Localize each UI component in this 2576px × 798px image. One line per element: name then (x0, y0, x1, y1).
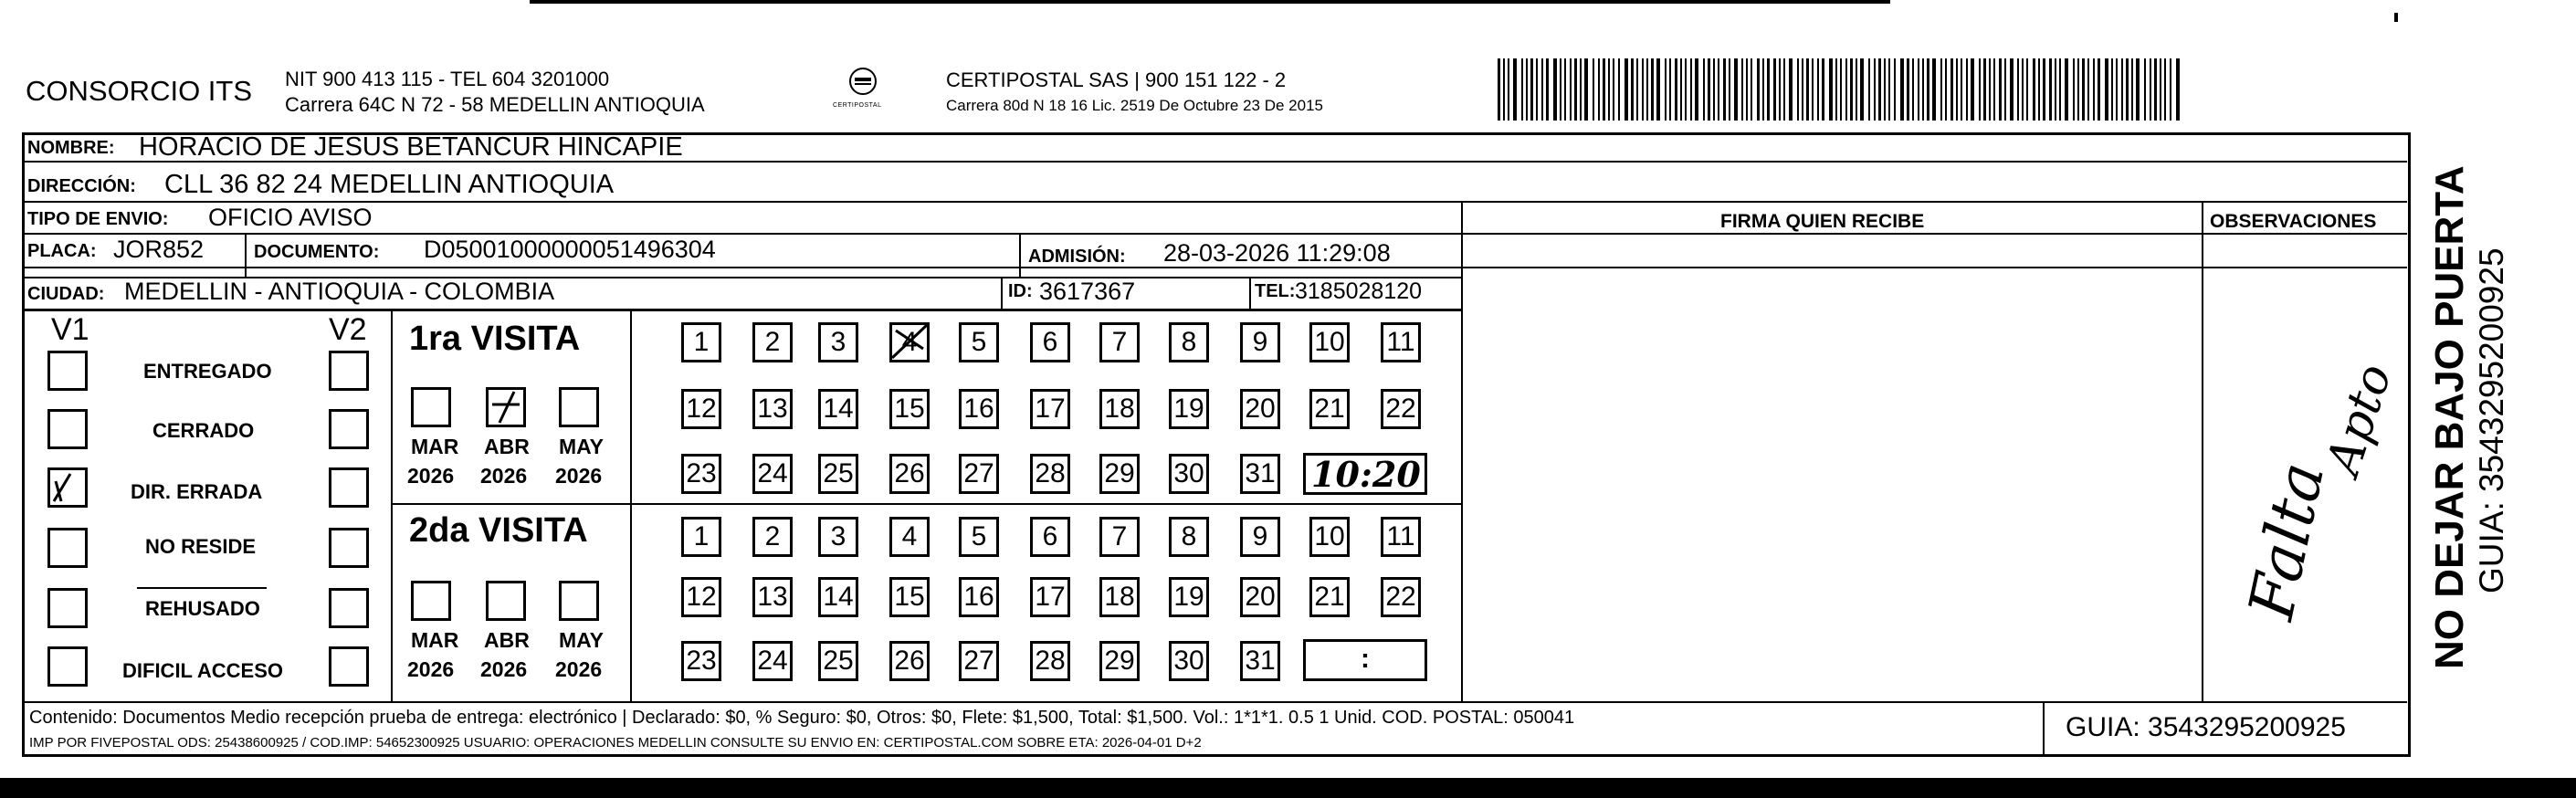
v2-entregado-checkbox[interactable] (329, 351, 369, 391)
barcode-bar (1685, 58, 1687, 121)
barcode-bar (1999, 58, 2002, 121)
second-visit-day-2[interactable]: 2 (752, 517, 793, 557)
barcode-bar (1878, 58, 1881, 121)
side-guia: GUIA: 3543295200925 (2473, 247, 2510, 593)
barcode-bar (1530, 58, 1533, 121)
admision-label: ADMISIÓN: (1028, 247, 1126, 267)
barcode-bar (1822, 58, 1824, 121)
barcode-bar (1669, 58, 1671, 121)
barcode-bar (2164, 58, 2166, 121)
observation-text-apto: Apto (2316, 357, 2403, 482)
second-visit-year-mar: 2026 (407, 657, 455, 681)
barcode-bar (2098, 58, 2100, 121)
first-visit-day-19[interactable]: 19 (1169, 389, 1209, 429)
observation-text-falta: Falta (2235, 456, 2339, 626)
barcode-bar (1651, 58, 1654, 121)
barcode-bar (1840, 58, 1842, 121)
barcode-bar (1713, 58, 1715, 121)
second-visit-day-17[interactable]: 17 (1030, 577, 1070, 617)
barcode-bar (1950, 58, 1953, 121)
first-visit-day-9[interactable]: 9 (1240, 322, 1280, 362)
id-label: ID: (1008, 281, 1033, 301)
barcode-bar (1806, 58, 1809, 121)
status-dificil-acceso-label: DIFICIL ACCESO (122, 659, 284, 682)
barcode-bar (1802, 58, 1803, 121)
barcode-bar (1940, 58, 1942, 121)
second-visit-day-23[interactable]: 23 (681, 641, 721, 681)
first-visit-day-28[interactable]: 28 (1030, 454, 1070, 494)
observation-handwriting-apto (2316, 329, 2411, 484)
second-visit-day-19[interactable]: 19 (1169, 577, 1209, 617)
barcode-bar (2038, 58, 2040, 121)
v1-no-reside-checkbox[interactable] (47, 528, 88, 568)
v1-header: V1 (51, 312, 89, 347)
barcode-bar (2017, 58, 2019, 121)
first-visit-year-abr: 2026 (480, 464, 528, 488)
barcode-bar (1751, 58, 1752, 121)
barcode-bar (1922, 58, 1924, 121)
barcode-bar (1675, 58, 1677, 121)
barcode-bar (2033, 58, 2035, 121)
documento-label: DOCUMENTO: (254, 242, 380, 262)
first-visit-year-mar: 2026 (407, 464, 455, 488)
barcode-bar (1741, 58, 1743, 121)
barcode-bar (1835, 58, 1837, 121)
placa-label: PLACA: (27, 241, 97, 261)
first-visit-day-31[interactable]: 31 (1240, 454, 1280, 494)
barcode-bar (1746, 58, 1748, 121)
barcode-bar (1734, 58, 1738, 121)
barcode-bar (1783, 58, 1785, 121)
first-visit-abr-mark (489, 390, 523, 425)
footer-contenido: Contenido: Documentos Medio recepción prueba de entrega: electrónico | Declarado: $0, % Seguro: $0, Otros: $0, Flete: $1,500, Total: $1,500. Vol.: 1*1*1. 0.5 1 Unid. COD. POSTAL: 050041 (29, 708, 1575, 728)
first-visit-day-22[interactable]: 22 (1381, 389, 1421, 429)
second-visit-day-7[interactable]: 7 (1099, 517, 1140, 557)
barcode-bar (1888, 58, 1890, 121)
barcode-bar (1618, 58, 1620, 121)
barcode-bar (1993, 58, 1995, 121)
footer-guia: GUIA: 3543295200925 (2066, 712, 2346, 742)
barcode-bar (1966, 58, 1968, 121)
second-visit-may-checkbox[interactable] (559, 581, 599, 621)
second-visit-month-may: MAY (559, 628, 604, 652)
barcode-bar (2144, 58, 2146, 121)
first-visit-day-2[interactable]: 2 (752, 322, 793, 362)
company-name: CONSORCIO ITS (26, 75, 253, 107)
barcode-bar (1546, 58, 1549, 121)
second-visit-month-abr: ABR (484, 628, 530, 652)
barcode-bar (1603, 58, 1605, 121)
first-visit-day-mark (887, 321, 932, 362)
second-visit-day-11[interactable]: 11 (1381, 517, 1421, 557)
barcode-bar (1521, 58, 1523, 121)
second-visit-day-22[interactable]: 22 (1381, 577, 1421, 617)
barcode-bar (2026, 58, 2028, 121)
tel-value: 3185028120 (1295, 278, 1423, 304)
first-visit-day-6[interactable]: 6 (1030, 322, 1070, 362)
first-visit-day-11[interactable]: 11 (1381, 322, 1421, 362)
second-visit-day-5[interactable]: 5 (959, 517, 999, 557)
second-visit-day-24[interactable]: 24 (752, 641, 793, 681)
second-visit-day-1[interactable]: 1 (681, 517, 721, 557)
second-visit-day-13[interactable]: 13 (752, 577, 793, 617)
side-warning: NO DEJAR BAJO PUERTA (2427, 165, 2472, 669)
ciudad-value: MEDELLIN - ANTIOQUIA - COLOMBIA (124, 278, 555, 305)
barcode-bar (1631, 58, 1634, 121)
barcode-bar (1723, 58, 1726, 121)
barcode-bar (2093, 58, 2095, 121)
second-visit-day-16[interactable]: 16 (959, 577, 999, 617)
v2-rehusado-checkbox[interactable] (329, 588, 369, 628)
barcode-bar (1636, 58, 1638, 121)
partner-name: CERTIPOSTAL SAS | 900 151 122 - 2 (946, 68, 1287, 91)
barcode-bar (2022, 58, 2024, 121)
first-visit-month-abr: ABR (484, 435, 530, 458)
barcode-bar (1642, 58, 1644, 121)
first-visit-day-24[interactable]: 24 (752, 454, 793, 494)
status-cerrado-label: CERRADO (152, 419, 255, 442)
barcode-bar (1971, 58, 1974, 121)
v1-dir-errada-check-mark (50, 470, 85, 505)
first-visit-day-14[interactable]: 14 (818, 389, 858, 429)
first-visit-day-27[interactable]: 27 (959, 454, 999, 494)
barcode-bar (1979, 58, 1981, 121)
certipostal-logo-text: CERTIPOSTAL (833, 102, 882, 109)
barcode-bar (2077, 58, 2079, 121)
barcode-bar (2059, 58, 2061, 121)
barcode-bar (2131, 58, 2133, 121)
second-visit-day-28[interactable]: 28 (1030, 641, 1070, 681)
top-edge-mark (2394, 13, 2398, 22)
nombre-label: NOMBRE: (27, 138, 115, 158)
barcode-bar (1945, 58, 1947, 121)
barcode-bar (2154, 58, 2157, 121)
status-dir-errada-label: DIR. ERRADA (131, 480, 263, 503)
second-visit-mar-checkbox[interactable] (411, 581, 451, 621)
v2-cerrado-checkbox[interactable] (329, 409, 369, 449)
barcode-bar (1513, 58, 1517, 121)
barcode-bar (2136, 58, 2140, 121)
barcode-bar (1718, 58, 1719, 121)
first-visit-day-16[interactable]: 16 (959, 389, 999, 429)
second-visit-day-27[interactable]: 27 (959, 641, 999, 681)
barcode-bar (1884, 58, 1886, 121)
barcode-bar (2121, 58, 2123, 121)
barcode-bar (1570, 58, 1572, 121)
barcode-bar (1560, 58, 1561, 121)
first-visit-day-21[interactable]: 21 (1309, 389, 1350, 429)
first-visit-day-1[interactable]: 1 (681, 322, 721, 362)
barcode-bar (2073, 58, 2075, 121)
barcode-bar (1961, 58, 1962, 121)
second-visit-day-8[interactable]: 8 (1169, 517, 1209, 557)
barcode-bar (1708, 58, 1710, 121)
barcode-bar (2055, 58, 2056, 121)
second-visit-day-9[interactable]: 9 (1240, 517, 1280, 557)
first-visit-day-17[interactable]: 17 (1030, 389, 1070, 429)
first-visit-month-may: MAY (559, 435, 604, 458)
barcode-bar (1797, 58, 1799, 121)
barcode-bar (1767, 58, 1770, 121)
barcode-bar (1850, 58, 1853, 121)
first-visit-day-20[interactable]: 20 (1240, 389, 1280, 429)
first-visit-day-29[interactable]: 29 (1099, 454, 1140, 494)
documento-value: D05001000000051496304 (424, 236, 716, 263)
barcode-bar (1508, 58, 1509, 121)
second-visit-day-20[interactable]: 20 (1240, 577, 1280, 617)
barcode-bar (2010, 58, 2013, 121)
ciudad-label: CIUDAD: (27, 284, 105, 304)
first-visit-day-12[interactable]: 12 (681, 389, 721, 429)
v1-cerrado-checkbox[interactable] (47, 409, 88, 449)
barcode-bar (1536, 58, 1538, 121)
barcode-bar (2004, 58, 2006, 121)
observation-handwriting-falta (2235, 456, 2360, 676)
second-visit-day-4[interactable]: 4 (889, 517, 930, 557)
first-visit-day-10[interactable]: 10 (1309, 322, 1350, 362)
placa-value: JOR852 (113, 236, 205, 263)
barcode-bar (1646, 58, 1648, 121)
barcode-bar (1574, 58, 1577, 121)
first-visit-may-checkbox[interactable] (559, 387, 599, 427)
v1-entregado-checkbox[interactable] (47, 351, 88, 391)
barcode-bar (1773, 58, 1776, 121)
company-nit: NIT 900 413 115 - TEL 604 3201000 (285, 68, 610, 90)
barcode-bar (1703, 58, 1705, 121)
barcode-bar (1829, 58, 1833, 121)
barcode-bar (1695, 58, 1698, 121)
second-visit-day-15[interactable]: 15 (889, 577, 930, 617)
second-visit-year-abr: 2026 (480, 657, 528, 681)
tipo-envio-value: OFICIO AVISO (208, 204, 373, 231)
first-visit-day-5[interactable]: 5 (959, 322, 999, 362)
observaciones-header: OBSERVACIONES (2210, 211, 2377, 232)
first-visit-day-30[interactable]: 30 (1169, 454, 1209, 494)
admision-value: 28-03-2026 11:29:08 (1163, 239, 1391, 267)
barcode-bar (1665, 58, 1667, 121)
second-visit-time-box[interactable]: : (1303, 639, 1427, 681)
first-visit-time-box[interactable] (1303, 453, 1427, 495)
barcode-bar (1983, 58, 1986, 121)
barcode-bar (2160, 58, 2161, 121)
barcode-bar (1541, 58, 1543, 121)
company-address: Carrera 64C N 72 - 58 MEDELLIN ANTIOQUIA (285, 93, 705, 116)
barcode-bar (1503, 58, 1505, 121)
barcode-bar (1757, 58, 1760, 121)
barcode-bar (1918, 58, 1919, 121)
certipostal-logo-icon (847, 66, 878, 97)
direccion-label: DIRECCIÓN: (27, 176, 136, 196)
v1-dificil-acceso-checkbox[interactable] (47, 646, 88, 687)
first-visit-day-18[interactable]: 18 (1099, 389, 1140, 429)
footer-imp: IMP POR FIVEPOSTAL ODS: 25438600925 / COD.IMP: 54652300925 USUARIO: OPERACIONES MEDELLIN CONSULTE SU ENVIO EN: CERTIPOSTAL.COM SOBRE ETA: 2026-04-01 D+2 (29, 735, 1202, 751)
first-visit-time-handwritten: 10:20 (1311, 454, 1421, 495)
partner-address: Carrera 80d N 18 16 Lic. 2519 De Octubre 23 De 2015 (946, 97, 1323, 114)
barcode-bar (2082, 58, 2085, 121)
second-visit-month-mar: MAR (411, 628, 459, 652)
barcode-bar (2065, 58, 2068, 121)
first-visit-day-3[interactable]: 3 (818, 322, 858, 362)
barcode-bar (1624, 58, 1628, 121)
barcode-bar (1564, 58, 1566, 121)
barcode-bar (1894, 58, 1896, 121)
v1-rehusado-checkbox[interactable] (47, 588, 88, 628)
barcode-bar (1868, 58, 1870, 121)
barcode-bar (1584, 58, 1588, 121)
barcode-bar (1900, 58, 1904, 121)
barcode-bar (1817, 58, 1819, 121)
bottom-black-band (0, 778, 2576, 798)
rehusado-strike-line (137, 587, 267, 589)
barcode-bar (2087, 58, 2089, 121)
firma-header: FIRMA QUIEN RECIBE (1720, 211, 1925, 232)
status-rehusado-label: REHUSADO (145, 597, 260, 620)
second-visit-day-29[interactable]: 29 (1099, 641, 1140, 681)
barcode-bar (1729, 58, 1730, 121)
barcode-bar (1593, 58, 1594, 121)
barcode-bar (2111, 58, 2113, 121)
barcode-bar (1690, 58, 1692, 121)
first-visit-day-8[interactable]: 8 (1169, 322, 1209, 362)
barcode-bar (1845, 58, 1847, 121)
barcode-bar (2105, 58, 2108, 121)
v2-dificil-acceso-checkbox[interactable] (329, 646, 369, 687)
first-visit-year-may: 2026 (555, 464, 603, 488)
edge-mark (2561, 694, 2569, 705)
barcode-bar (2049, 58, 2052, 121)
first-visit-day-15[interactable]: 15 (889, 389, 930, 429)
second-visit-day-3[interactable]: 3 (818, 517, 858, 557)
barcode-bar (1860, 58, 1864, 121)
barcode-bar (1927, 58, 1929, 121)
second-visit-day-30[interactable]: 30 (1169, 641, 1209, 681)
first-visit-day-23[interactable]: 23 (681, 454, 721, 494)
second-visit-day-6[interactable]: 6 (1030, 517, 1070, 557)
second-visit-day-26[interactable]: 26 (889, 641, 930, 681)
barcode-bar (1553, 58, 1557, 121)
barcode-bar (1907, 58, 1909, 121)
second-visit-day-18[interactable]: 18 (1099, 577, 1140, 617)
barcode-bar (1613, 58, 1614, 121)
second-visit-day-21[interactable]: 21 (1309, 577, 1350, 617)
id-value: 3617367 (1039, 278, 1136, 305)
direccion-value: CLL 36 82 24 MEDELLIN ANTIOQUIA (164, 170, 615, 199)
tel-label: TEL: (1255, 281, 1296, 301)
tipo-envio-label: TIPO DE ENVIO: (27, 209, 169, 229)
top-edge-line (530, 0, 1890, 4)
first-visit-day-4[interactable]: 4 (889, 322, 930, 362)
nombre-value: HORACIO DE JESUS BETANCUR HINCAPIE (139, 132, 683, 162)
barcode-bar (2126, 58, 2129, 121)
barcode-bar (1989, 58, 1991, 121)
barcode-bar (1762, 58, 1764, 121)
barcode-bar (2176, 58, 2180, 121)
barcode-bar (1874, 58, 1876, 121)
second-visit-abr-checkbox[interactable] (486, 581, 526, 621)
barcode-bar (1656, 58, 1660, 121)
barcode-bar (2150, 58, 2151, 121)
barcode-bar (1498, 58, 1500, 121)
barcode-bar (1580, 58, 1582, 121)
first-visit-mar-checkbox[interactable] (411, 387, 451, 427)
barcode-bar (1608, 58, 1610, 121)
barcode-bar (1779, 58, 1781, 121)
barcode (1498, 58, 2181, 121)
barcode-bar (2170, 58, 2171, 121)
barcode-bar (2116, 58, 2118, 121)
barcode-bar (1680, 58, 1682, 121)
first-visit-title: 1ra VISITA (409, 320, 581, 358)
v1-dir-errada-checkbox[interactable] (47, 467, 88, 508)
second-visit-day-14[interactable]: 14 (818, 577, 858, 617)
v2-no-reside-checkbox[interactable] (329, 528, 369, 568)
v2-dir-errada-checkbox[interactable] (329, 467, 369, 508)
barcode-bar (1812, 58, 1814, 121)
form-frame (22, 132, 2411, 757)
barcode-bar (1789, 58, 1793, 121)
second-visit-title: 2da VISITA (409, 511, 588, 550)
status-entregado-label: ENTREGADO (143, 360, 272, 383)
first-visit-day-7[interactable]: 7 (1099, 322, 1140, 362)
first-visit-day-25[interactable]: 25 (818, 454, 858, 494)
second-visit-day-25[interactable]: 25 (818, 641, 858, 681)
barcode-bar (1912, 58, 1914, 121)
barcode-bar (1526, 58, 1528, 121)
barcode-bar (1856, 58, 1857, 121)
first-visit-day-13[interactable]: 13 (752, 389, 793, 429)
barcode-bar (2043, 58, 2045, 121)
first-visit-month-mar: MAR (411, 435, 459, 458)
second-visit-day-12[interactable]: 12 (681, 577, 721, 617)
barcode-bar (1956, 58, 1958, 121)
second-visit-day-10[interactable]: 10 (1309, 517, 1350, 557)
second-visit-year-may: 2026 (555, 657, 603, 681)
first-visit-abr-checkbox[interactable] (486, 387, 526, 427)
status-no-reside-label: NO RESIDE (145, 535, 257, 558)
first-visit-day-26[interactable]: 26 (889, 454, 930, 494)
barcode-bar (1598, 58, 1600, 121)
second-visit-day-31[interactable]: 31 (1240, 641, 1280, 681)
barcode-bar (1932, 58, 1936, 121)
v2-header: V2 (329, 312, 367, 347)
